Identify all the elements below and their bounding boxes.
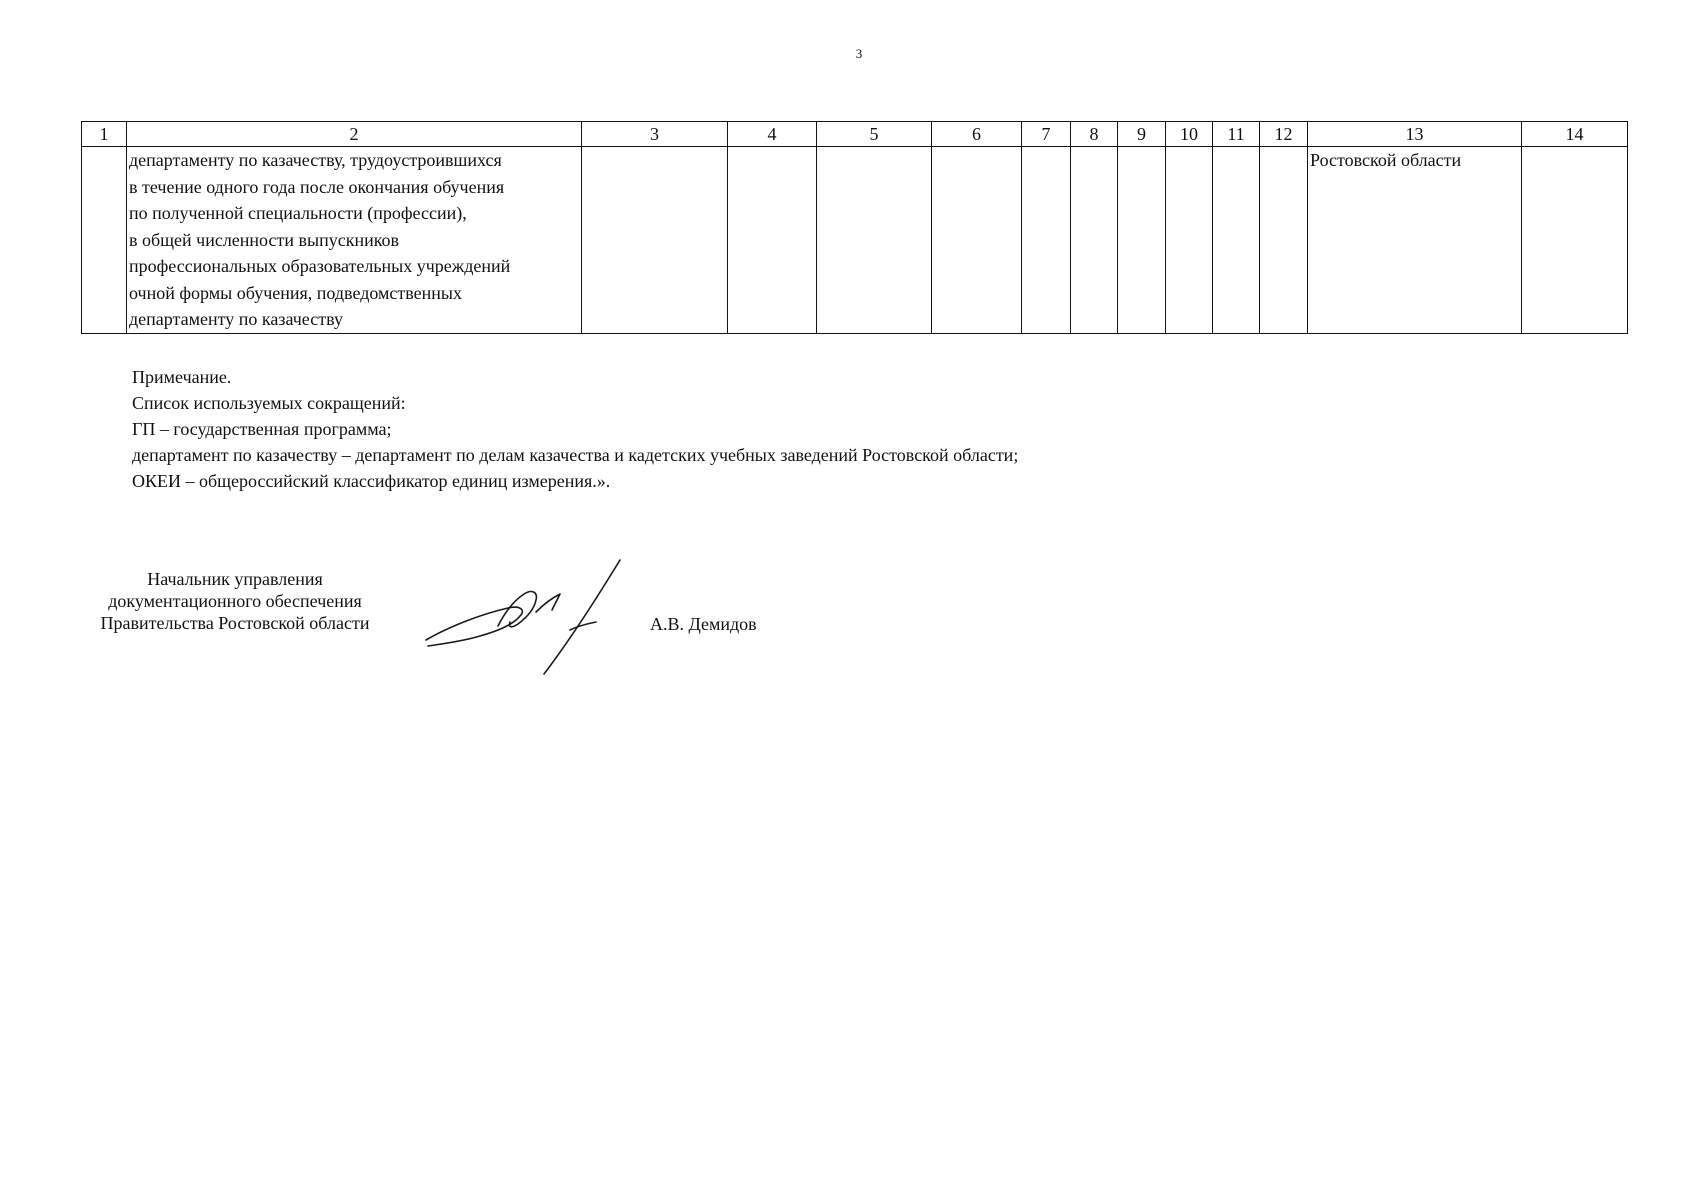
note-line: ОКЕИ – общероссийский классификатор единиц измерения.».: [132, 471, 611, 491]
column-header: 14: [1522, 122, 1628, 147]
table-row: [82, 147, 1628, 334]
signer-title-line: документационного обеспечения: [108, 591, 362, 611]
note-line: Список используемых сокращений:: [132, 393, 406, 413]
table-cell: [1522, 147, 1628, 334]
description-line: профессиональных образовательных учреждений: [129, 256, 511, 276]
column-header: 6: [932, 122, 1022, 147]
table-cell: [582, 147, 728, 334]
table-cell: [817, 147, 932, 334]
data-table: [81, 121, 1628, 334]
column-header: 4: [728, 122, 817, 147]
column-header: 3: [582, 122, 728, 147]
table-cell: [1166, 147, 1213, 334]
notes-block: [132, 364, 1018, 494]
column-header: 12: [1260, 122, 1308, 147]
description-line: в общей численности выпускников: [129, 229, 400, 250]
column-header: 13: [1308, 122, 1522, 147]
handwritten-signature: [420, 556, 640, 676]
description-line: в течение одного года после окончания обучения: [129, 176, 505, 197]
column-header: 2: [127, 122, 582, 147]
table-cell: [1213, 147, 1260, 334]
signer-name: А.В. Демидов: [650, 614, 757, 634]
description-line: департаменту по казачеству: [129, 309, 343, 329]
signer-title-line: Начальник управления: [147, 569, 323, 589]
responsible-cell: [1308, 147, 1522, 334]
column-header: 11: [1213, 122, 1260, 147]
column-header: 9: [1118, 122, 1166, 147]
table-cell: [1022, 147, 1071, 334]
column-header: 5: [817, 122, 932, 147]
table-cell: [82, 147, 127, 334]
responsible-text: Ростовской области: [1310, 150, 1462, 170]
note-line: Примечание.: [132, 367, 232, 387]
page-number: 3: [855, 46, 863, 61]
table-cell: [932, 147, 1022, 334]
description-line: департаменту по казачеству, трудоустроившихся: [129, 150, 502, 170]
table-header-row: [82, 122, 1628, 147]
table-cell: [1118, 147, 1166, 334]
description-line: по полученной специальности (профессии),: [129, 203, 467, 223]
column-header: 8: [1071, 122, 1118, 147]
signer-title: [70, 568, 400, 634]
indicator-description-cell: [127, 147, 582, 334]
table-cell: [728, 147, 817, 334]
table-cell: [1071, 147, 1118, 334]
column-header: 10: [1166, 122, 1213, 147]
note-line: департамент по казачеству – департамент по делам казачества и кадетских учебных заведений Ростовской области;: [132, 445, 1019, 465]
description-line: очной формы обучения, подведомственных: [129, 282, 463, 303]
column-header: 7: [1022, 122, 1071, 147]
table-cell: [1260, 147, 1308, 334]
column-header: 1: [82, 122, 127, 147]
signer-title-line: Правительства Ростовской области: [100, 613, 370, 633]
note-line: ГП – государственная программа;: [132, 419, 392, 439]
